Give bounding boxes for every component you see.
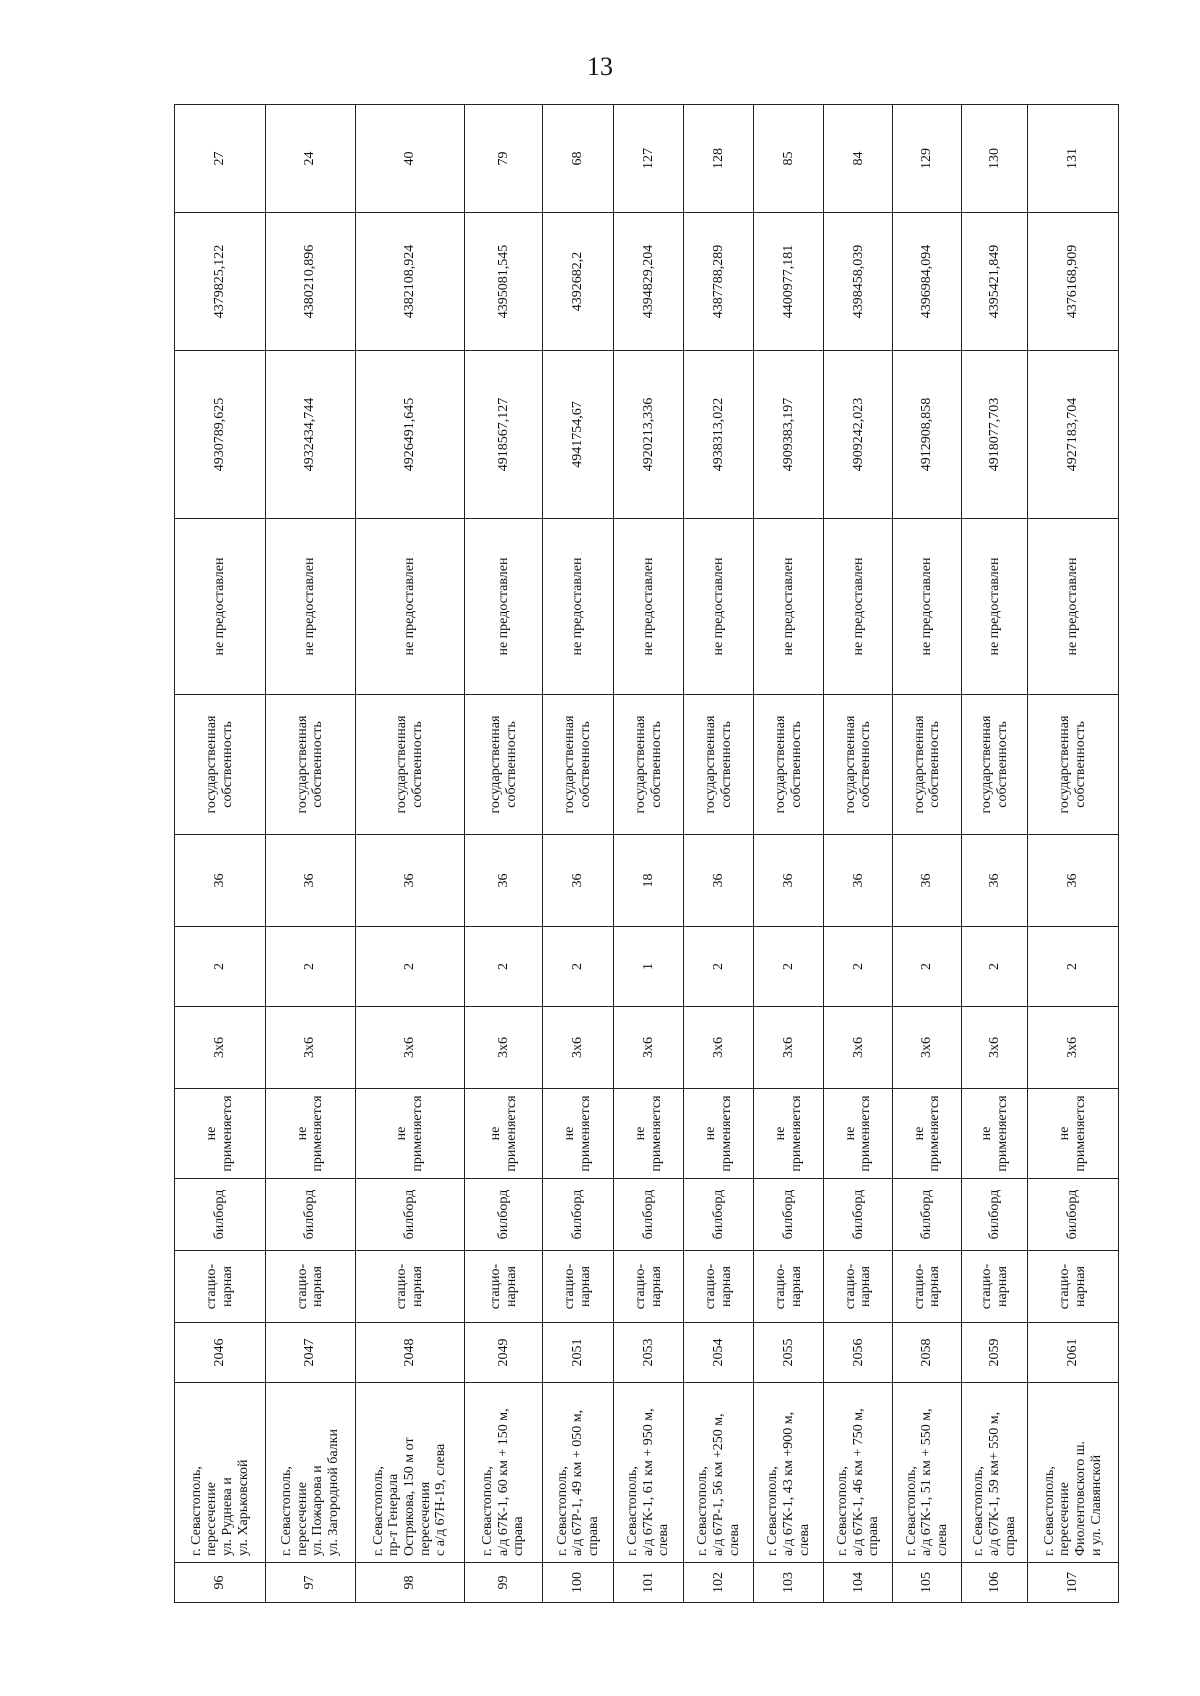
structure-kind-cell: билборд [1028,1179,1119,1251]
structure-id-cell: 2054 [684,1323,754,1383]
ownership-cell: государственная собственность [893,695,962,835]
lighting-cell: не применяется [175,1089,266,1179]
ownership-cell: государственная собственность [355,695,465,835]
map-number-cell: 130 [962,105,1028,213]
structure-type-cell: стацио- нарная [1028,1251,1119,1323]
coordinate-x-cell: 4941754,67 [542,351,613,519]
table-row [355,105,465,1603]
size-cell: 3х6 [893,1007,962,1089]
coordinate-y-cell: 4398458,039 [824,213,893,351]
area-cell: 36 [684,835,754,927]
sides-cell: 1 [614,927,684,1007]
lighting-cell: не применяется [355,1089,465,1179]
coordinate-y-cell: 4394829,204 [614,213,684,351]
structure-id-cell: 2046 [175,1323,266,1383]
structure-kind-cell: билборд [684,1179,754,1251]
structure-id-cell: 2047 [265,1323,355,1383]
table-row [824,105,893,1603]
coordinate-x-cell: 4930789,625 [175,351,266,519]
address-cell: г. Севастополь, а/д 67К-1, 43 км +900 м, слева [754,1383,824,1563]
structure-id-cell: 2055 [754,1323,824,1383]
structure-type-cell: стацио- нарная [962,1251,1028,1323]
address-cell: г. Севастополь, а/д 67К-1, 60 км + 150 м, справа [465,1383,543,1563]
cadastre-cell: не предоставлен [465,519,543,695]
rotated-table-container [174,105,1119,1603]
ownership-cell: государственная собственность [265,695,355,835]
coordinate-y-cell: 4379825,122 [175,213,266,351]
cadastre-cell: не предоставлен [542,519,613,695]
structure-kind-cell: билборд [754,1179,824,1251]
sides-cell: 2 [355,927,465,1007]
structure-id-cell: 2061 [1028,1323,1119,1383]
table-row [684,105,754,1603]
map-number-cell: 79 [465,105,543,213]
table-row [893,105,962,1603]
coordinate-x-cell: 4918567,127 [465,351,543,519]
area-cell: 36 [824,835,893,927]
structure-type-cell: стацио- нарная [542,1251,613,1323]
address-cell: г. Севастополь, а/д 67К-1, 51 км + 550 м, слева [893,1383,962,1563]
table-body [175,105,1119,1603]
row-number-cell: 97 [265,1563,355,1603]
coordinate-x-cell: 4932434,744 [265,351,355,519]
map-number-cell: 128 [684,105,754,213]
structure-type-cell: стацио- нарная [355,1251,465,1323]
structure-id-cell: 2048 [355,1323,465,1383]
structure-id-cell: 2056 [824,1323,893,1383]
size-cell: 3х6 [355,1007,465,1089]
lighting-cell: не применяется [542,1089,613,1179]
coordinate-x-cell: 4912908,858 [893,351,962,519]
table-row [754,105,824,1603]
address-cell: г. Севастополь, а/д 67Р-1, 56 км +250 м, слева [684,1383,754,1563]
coordinate-x-cell: 4909242,023 [824,351,893,519]
sides-cell: 2 [684,927,754,1007]
table-row [175,105,266,1603]
coordinate-x-cell: 4926491,645 [355,351,465,519]
lighting-cell: не применяется [962,1089,1028,1179]
coordinate-y-cell: 4396984,094 [893,213,962,351]
structure-id-cell: 2058 [893,1323,962,1383]
cadastre-cell: не предоставлен [614,519,684,695]
row-number-cell: 106 [962,1563,1028,1603]
cadastre-cell: не предоставлен [684,519,754,695]
size-cell: 3х6 [754,1007,824,1089]
structure-kind-cell: билборд [465,1179,543,1251]
area-cell: 36 [175,835,266,927]
advertising-structures-table [174,104,1119,1603]
address-cell: г. Севастополь, пересечение ул. Пожарова и ул. Загородной балки [265,1383,355,1563]
area-cell: 36 [962,835,1028,927]
row-number-cell: 96 [175,1563,266,1603]
size-cell: 3х6 [614,1007,684,1089]
sides-cell: 2 [542,927,613,1007]
map-number-cell: 27 [175,105,266,213]
area-cell: 36 [265,835,355,927]
address-cell: г. Севастополь, а/д 67К-1, 46 км + 750 м, справа [824,1383,893,1563]
coordinate-x-cell: 4920213,336 [614,351,684,519]
ownership-cell: государственная собственность [962,695,1028,835]
coordinate-x-cell: 4927183,704 [1028,351,1119,519]
sides-cell: 2 [893,927,962,1007]
coordinate-x-cell: 4938313,022 [684,351,754,519]
structure-id-cell: 2049 [465,1323,543,1383]
cadastre-cell: не предоставлен [1028,519,1119,695]
structure-kind-cell: билборд [265,1179,355,1251]
structure-kind-cell: билборд [962,1179,1028,1251]
lighting-cell: не применяется [684,1089,754,1179]
row-number-cell: 107 [1028,1563,1119,1603]
coordinate-x-cell: 4918077,703 [962,351,1028,519]
ownership-cell: государственная собственность [754,695,824,835]
ownership-cell: государственная собственность [175,695,266,835]
row-number-cell: 100 [542,1563,613,1603]
ownership-cell: государственная собственность [684,695,754,835]
row-number-cell: 103 [754,1563,824,1603]
coordinate-y-cell: 4395081,545 [465,213,543,351]
cadastre-cell: не предоставлен [175,519,266,695]
size-cell: 3х6 [824,1007,893,1089]
area-cell: 36 [355,835,465,927]
map-number-cell: 84 [824,105,893,213]
lighting-cell: не применяется [893,1089,962,1179]
sides-cell: 2 [824,927,893,1007]
address-cell: г. Севастополь, а/д 67К-1, 59 км+ 550 м, справа [962,1383,1028,1563]
sides-cell: 2 [962,927,1028,1007]
size-cell: 3х6 [1028,1007,1119,1089]
row-number-cell: 104 [824,1563,893,1603]
row-number-cell: 99 [465,1563,543,1603]
table-row [542,105,613,1603]
area-cell: 36 [893,835,962,927]
structure-type-cell: стацио- нарная [824,1251,893,1323]
cadastre-cell: не предоставлен [824,519,893,695]
coordinate-x-cell: 4909383,197 [754,351,824,519]
size-cell: 3х6 [465,1007,543,1089]
lighting-cell: не применяется [754,1089,824,1179]
structure-type-cell: стацио- нарная [175,1251,266,1323]
address-cell: г. Севастополь, пр-т Генерала Острякова, 150 м от пересечения с а/д 67Н-19, слева [355,1383,465,1563]
area-cell: 18 [614,835,684,927]
structure-kind-cell: билборд [824,1179,893,1251]
map-number-cell: 129 [893,105,962,213]
row-number-cell: 98 [355,1563,465,1603]
size-cell: 3х6 [265,1007,355,1089]
table-row [265,105,355,1603]
sides-cell: 2 [175,927,266,1007]
cadastre-cell: не предоставлен [962,519,1028,695]
structure-kind-cell: билборд [614,1179,684,1251]
size-cell: 3х6 [684,1007,754,1089]
coordinate-y-cell: 4387788,289 [684,213,754,351]
area-cell: 36 [1028,835,1119,927]
cadastre-cell: не предоставлен [754,519,824,695]
ownership-cell: государственная собственность [614,695,684,835]
structure-kind-cell: билборд [175,1179,266,1251]
ownership-cell: государственная собственность [1028,695,1119,835]
structure-type-cell: стацио- нарная [614,1251,684,1323]
structure-type-cell: стацио- нарная [754,1251,824,1323]
lighting-cell: не применяется [824,1089,893,1179]
area-cell: 36 [754,835,824,927]
row-number-cell: 101 [614,1563,684,1603]
structure-kind-cell: билборд [355,1179,465,1251]
address-cell: г. Севастополь, а/д 67Р-1, 49 км + 050 м, справа [542,1383,613,1563]
page-number: 13 [587,52,613,81]
table-row [1028,105,1119,1603]
structure-id-cell: 2051 [542,1323,613,1383]
lighting-cell: не применяется [465,1089,543,1179]
coordinate-y-cell: 4380210,896 [265,213,355,351]
structure-kind-cell: билборд [893,1179,962,1251]
structure-kind-cell: билборд [542,1179,613,1251]
coordinate-y-cell: 4400977,181 [754,213,824,351]
sides-cell: 2 [1028,927,1119,1007]
coordinate-y-cell: 4392682,2 [542,213,613,351]
structure-type-cell: стацио- нарная [265,1251,355,1323]
map-number-cell: 68 [542,105,613,213]
ownership-cell: государственная собственность [465,695,543,835]
structure-type-cell: стацио- нарная [684,1251,754,1323]
structure-id-cell: 2053 [614,1323,684,1383]
table-row [614,105,684,1603]
sides-cell: 2 [754,927,824,1007]
address-cell: г. Севастополь, а/д 67К-1, 61 км + 950 м, слева [614,1383,684,1563]
structure-type-cell: стацио- нарная [893,1251,962,1323]
address-cell: г. Севастополь, пересечение Фиолентовского ш. и ул. Славянской [1028,1383,1119,1563]
lighting-cell: не применяется [1028,1089,1119,1179]
coordinate-y-cell: 4376168,909 [1028,213,1119,351]
cadastre-cell: не предоставлен [265,519,355,695]
address-cell: г. Севастополь, пересечение ул. Руднева и ул. Харьковской [175,1383,266,1563]
structure-id-cell: 2059 [962,1323,1028,1383]
lighting-cell: не применяется [265,1089,355,1179]
table-row [962,105,1028,1603]
map-number-cell: 127 [614,105,684,213]
map-number-cell: 24 [265,105,355,213]
coordinate-y-cell: 4382108,924 [355,213,465,351]
map-number-cell: 85 [754,105,824,213]
size-cell: 3х6 [962,1007,1028,1089]
coordinate-y-cell: 4395421,849 [962,213,1028,351]
map-number-cell: 40 [355,105,465,213]
sides-cell: 2 [265,927,355,1007]
sides-cell: 2 [465,927,543,1007]
map-number-cell: 131 [1028,105,1119,213]
ownership-cell: государственная собственность [824,695,893,835]
cadastre-cell: не предоставлен [355,519,465,695]
structure-type-cell: стацио- нарная [465,1251,543,1323]
area-cell: 36 [465,835,543,927]
lighting-cell: не применяется [614,1089,684,1179]
size-cell: 3х6 [175,1007,266,1089]
cadastre-cell: не предоставлен [893,519,962,695]
ownership-cell: государственная собственность [542,695,613,835]
row-number-cell: 105 [893,1563,962,1603]
area-cell: 36 [542,835,613,927]
row-number-cell: 102 [684,1563,754,1603]
table-row [465,105,543,1603]
size-cell: 3х6 [542,1007,613,1089]
